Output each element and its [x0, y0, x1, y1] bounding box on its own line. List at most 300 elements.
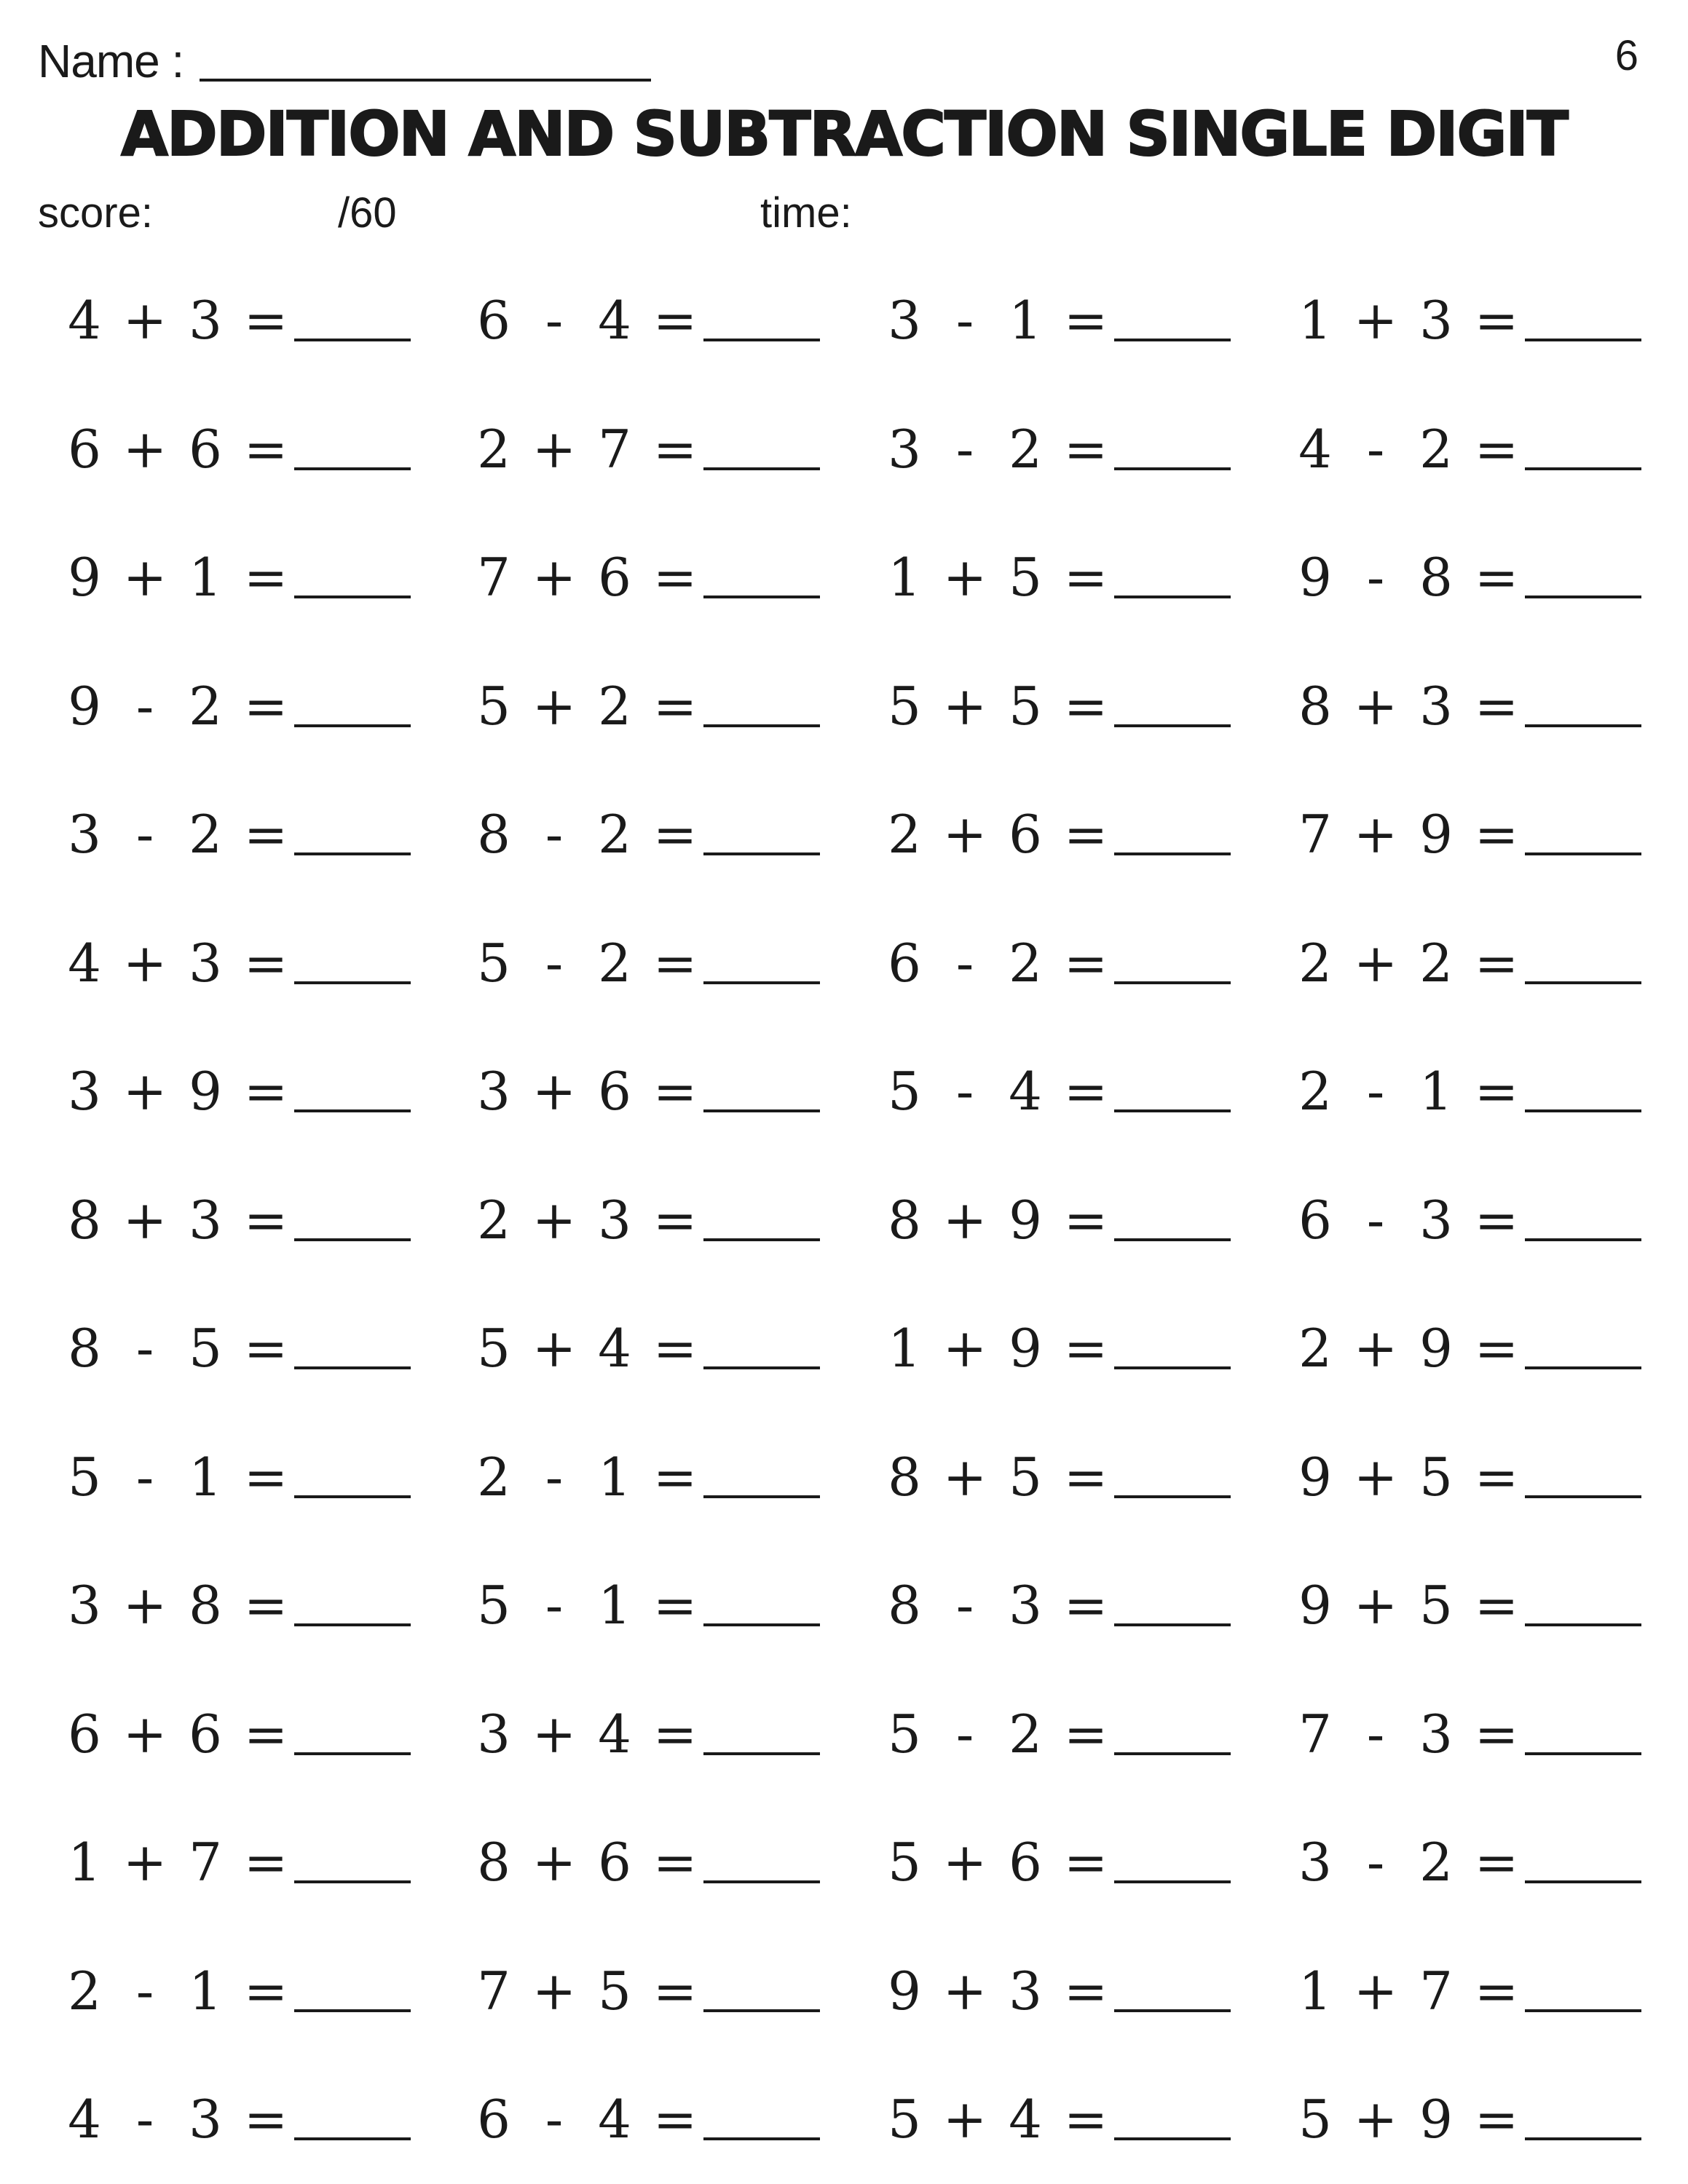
first-operand: 3 [888, 419, 921, 480]
problem-item [884, 1819, 1231, 1906]
answer-blank[interactable] [1114, 1238, 1231, 1241]
operator: + [942, 2089, 987, 2150]
problem-item [64, 1433, 411, 1521]
score-label: score: [38, 189, 153, 237]
problem-item [473, 1305, 820, 1392]
answer-blank[interactable] [294, 2009, 411, 2012]
operator: - [1366, 1832, 1385, 1893]
answer-blank[interactable] [1525, 596, 1641, 598]
answer-blank[interactable] [1525, 981, 1641, 984]
operator: + [1353, 2089, 1398, 2150]
operator: - [135, 2089, 154, 2150]
equals-sign: = [1474, 804, 1519, 865]
problem-item [1295, 2076, 1641, 2163]
answer-blank[interactable] [294, 467, 411, 470]
equals-sign: = [652, 2089, 698, 2150]
second-operand: 3 [1419, 1704, 1453, 1765]
problem-item [1295, 1176, 1641, 1264]
equals-sign: = [1474, 1190, 1519, 1251]
operator: - [955, 1061, 974, 1122]
answer-blank[interactable] [294, 339, 411, 341]
answer-blank[interactable] [1525, 724, 1641, 727]
first-operand: 8 [68, 1318, 101, 1379]
answer-blank[interactable] [294, 2137, 411, 2140]
answer-blank[interactable] [703, 1623, 820, 1626]
second-operand: 6 [598, 1061, 631, 1122]
operator: + [1353, 676, 1398, 737]
answer-blank[interactable] [703, 339, 820, 341]
answer-blank[interactable] [1114, 1880, 1231, 1883]
equals-sign: = [1063, 1961, 1108, 2022]
operator: + [942, 1190, 987, 1251]
operator: + [942, 1447, 987, 1508]
equals-sign: = [243, 290, 288, 351]
answer-blank[interactable] [1114, 2137, 1231, 2140]
equals-sign: = [243, 676, 288, 737]
first-operand: 7 [477, 1961, 510, 2022]
equals-sign: = [243, 2089, 288, 2150]
first-operand: 2 [477, 1190, 510, 1251]
answer-blank[interactable] [1525, 339, 1641, 341]
equals-sign: = [652, 1061, 698, 1122]
operator: + [122, 419, 167, 480]
problem-item [884, 791, 1231, 878]
answer-blank[interactable] [1114, 339, 1231, 341]
problem-item [64, 1176, 411, 1264]
problem-item [884, 662, 1231, 750]
equals-sign: = [243, 1704, 288, 1765]
first-operand: 7 [1298, 1704, 1332, 1765]
equals-sign: = [1063, 419, 1108, 480]
problem-item [64, 277, 411, 364]
first-operand: 2 [68, 1961, 101, 2022]
operator: - [955, 290, 974, 351]
second-operand: 1 [189, 1961, 222, 2022]
equals-sign: = [1474, 933, 1519, 994]
equals-sign: = [243, 804, 288, 865]
first-operand: 1 [68, 1832, 101, 1893]
second-operand: 6 [189, 1704, 222, 1765]
operator: + [1353, 1318, 1398, 1379]
answer-blank[interactable] [294, 1880, 411, 1883]
answer-blank[interactable] [1114, 1752, 1231, 1755]
first-operand: 4 [68, 290, 101, 351]
problem-item [473, 277, 820, 364]
problem-item [884, 1433, 1231, 1521]
answer-blank[interactable] [294, 1366, 411, 1369]
second-operand: 4 [598, 1704, 631, 1765]
equals-sign: = [1063, 1575, 1108, 1636]
answer-blank[interactable] [1525, 1366, 1641, 1369]
second-operand: 2 [1009, 419, 1042, 480]
problem-item [884, 1305, 1231, 1392]
second-operand: 3 [189, 1190, 222, 1251]
equals-sign: = [243, 547, 288, 608]
operator: + [942, 676, 987, 737]
operator: + [532, 1318, 577, 1379]
equals-sign: = [243, 933, 288, 994]
operator: + [122, 1190, 167, 1251]
equals-sign: = [1063, 1318, 1108, 1379]
second-operand: 6 [1009, 804, 1042, 865]
operator: - [545, 1575, 564, 1636]
answer-blank[interactable] [1114, 1623, 1231, 1626]
equals-sign: = [243, 1575, 288, 1636]
problem-item [64, 1690, 411, 1778]
second-operand: 2 [1009, 1704, 1042, 1765]
first-operand: 9 [68, 547, 101, 608]
equals-sign: = [1063, 1704, 1108, 1765]
second-operand: 2 [1419, 1832, 1453, 1893]
problem-item [884, 534, 1231, 621]
second-operand: 7 [189, 1832, 222, 1893]
problem-item [473, 1176, 820, 1264]
problem-item [473, 534, 820, 621]
second-operand: 4 [598, 290, 631, 351]
problem-item [884, 1176, 1231, 1264]
second-operand: 4 [598, 2089, 631, 2150]
problem-item [64, 2076, 411, 2163]
first-operand: 6 [68, 1704, 101, 1765]
first-operand: 5 [888, 676, 921, 737]
first-operand: 5 [477, 1575, 510, 1636]
equals-sign: = [652, 290, 698, 351]
answer-blank[interactable] [1114, 1366, 1231, 1369]
name-input-line[interactable] [200, 79, 651, 82]
answer-blank[interactable] [294, 852, 411, 855]
second-operand: 3 [189, 290, 222, 351]
problem-item [1295, 1562, 1641, 1649]
second-operand: 6 [1009, 1832, 1042, 1893]
second-operand: 3 [189, 933, 222, 994]
problem-item [64, 534, 411, 621]
equals-sign: = [652, 933, 698, 994]
page-number: 6 [1614, 32, 1638, 79]
first-operand: 5 [888, 1704, 921, 1765]
equals-sign: = [1063, 1061, 1108, 1122]
equals-sign: = [652, 676, 698, 737]
problem-item [64, 1562, 411, 1649]
equals-sign: = [1474, 1575, 1519, 1636]
operator: - [1366, 1704, 1385, 1765]
answer-blank[interactable] [294, 1109, 411, 1112]
first-operand: 4 [1298, 419, 1332, 480]
equals-sign: = [1474, 547, 1519, 608]
answer-blank[interactable] [703, 1366, 820, 1369]
problem-item [473, 662, 820, 750]
first-operand: 5 [477, 676, 510, 737]
problem-item [64, 662, 411, 750]
answer-blank[interactable] [703, 1880, 820, 1883]
problem-item [64, 1305, 411, 1392]
second-operand: 2 [189, 804, 222, 865]
answer-blank[interactable] [1114, 724, 1231, 727]
equals-sign: = [1063, 933, 1108, 994]
answer-blank[interactable] [294, 1495, 411, 1498]
answer-blank[interactable] [294, 1623, 411, 1626]
answer-blank[interactable] [1114, 981, 1231, 984]
operator: + [1353, 1575, 1398, 1636]
first-operand: 3 [1298, 1832, 1332, 1893]
equals-sign: = [1063, 2089, 1108, 2150]
problem-item [64, 919, 411, 1007]
second-operand: 4 [1009, 2089, 1042, 2150]
problem-item [64, 1048, 411, 1135]
first-operand: 9 [1298, 1447, 1332, 1508]
answer-blank[interactable] [703, 1495, 820, 1498]
second-operand: 3 [1419, 290, 1453, 351]
first-operand: 2 [1298, 1318, 1332, 1379]
equals-sign: = [1474, 2089, 1519, 2150]
time-label: time: [760, 189, 852, 237]
equals-sign: = [1474, 1704, 1519, 1765]
answer-blank[interactable] [1114, 1495, 1231, 1498]
answer-blank[interactable] [1525, 852, 1641, 855]
problem-item [64, 405, 411, 493]
first-operand: 8 [1298, 676, 1332, 737]
answer-blank[interactable] [703, 981, 820, 984]
operator: - [135, 1318, 154, 1379]
answer-blank[interactable] [1525, 1495, 1641, 1498]
problem-item [884, 2076, 1231, 2163]
second-operand: 5 [189, 1318, 222, 1379]
second-operand: 1 [598, 1447, 631, 1508]
operator: + [532, 1704, 577, 1765]
operator: + [122, 1061, 167, 1122]
equals-sign: = [243, 1447, 288, 1508]
first-operand: 5 [1298, 2089, 1332, 2150]
first-operand: 9 [68, 676, 101, 737]
problem-item [1295, 1947, 1641, 2035]
problem-item [884, 1048, 1231, 1135]
equals-sign: = [1474, 290, 1519, 351]
second-operand: 7 [598, 419, 631, 480]
equals-sign: = [652, 547, 698, 608]
answer-blank[interactable] [1525, 467, 1641, 470]
answer-blank[interactable] [703, 724, 820, 727]
first-operand: 9 [1298, 1575, 1332, 1636]
first-operand: 5 [888, 1061, 921, 1122]
problem-item [473, 919, 820, 1007]
name-label: Name : [38, 35, 184, 87]
equals-sign: = [1474, 676, 1519, 737]
answer-blank[interactable] [294, 1238, 411, 1241]
operator: + [1353, 1447, 1398, 1508]
equals-sign: = [652, 1190, 698, 1251]
second-operand: 1 [189, 547, 222, 608]
operator: - [955, 933, 974, 994]
answer-blank[interactable] [703, 467, 820, 470]
problem-item [64, 1947, 411, 2035]
operator: + [532, 547, 577, 608]
second-operand: 4 [598, 1318, 631, 1379]
problem-item [884, 919, 1231, 1007]
operator: + [942, 1318, 987, 1379]
equals-sign: = [1474, 1318, 1519, 1379]
second-operand: 9 [1419, 804, 1453, 865]
second-operand: 2 [1419, 933, 1453, 994]
second-operand: 9 [1419, 1318, 1453, 1379]
score-total: /60 [338, 189, 397, 237]
first-operand: 8 [68, 1190, 101, 1251]
first-operand: 3 [68, 804, 101, 865]
second-operand: 3 [1419, 1190, 1453, 1251]
first-operand: 6 [68, 419, 101, 480]
first-operand: 5 [888, 1832, 921, 1893]
equals-sign: = [652, 804, 698, 865]
second-operand: 1 [1419, 1061, 1453, 1122]
second-operand: 2 [598, 676, 631, 737]
operator: + [942, 1961, 987, 2022]
problem-item [473, 1562, 820, 1649]
first-operand: 5 [888, 2089, 921, 2150]
problem-item [473, 1433, 820, 1521]
equals-sign: = [1063, 290, 1108, 351]
first-operand: 9 [1298, 547, 1332, 608]
first-operand: 8 [477, 1832, 510, 1893]
equals-sign: = [243, 1318, 288, 1379]
problem-item [1295, 1690, 1641, 1778]
answer-blank[interactable] [703, 852, 820, 855]
first-operand: 2 [1298, 1061, 1332, 1122]
equals-sign: = [1063, 1832, 1108, 1893]
operator: + [942, 547, 987, 608]
answer-blank[interactable] [294, 596, 411, 598]
problem-item [884, 1562, 1231, 1649]
problem-item [1295, 1819, 1641, 1906]
answer-blank[interactable] [294, 724, 411, 727]
second-operand: 3 [1419, 676, 1453, 737]
operator: - [135, 676, 154, 737]
equals-sign: = [1474, 419, 1519, 480]
operator: - [1366, 419, 1385, 480]
second-operand: 4 [1009, 1061, 1042, 1122]
second-operand: 1 [1009, 290, 1042, 351]
operator: + [942, 1832, 987, 1893]
second-operand: 9 [1419, 2089, 1453, 2150]
second-operand: 5 [1419, 1447, 1453, 1508]
problem-item [884, 1690, 1231, 1778]
operator: + [1353, 804, 1398, 865]
operator: + [122, 1704, 167, 1765]
second-operand: 6 [598, 1832, 631, 1893]
answer-blank[interactable] [1525, 1109, 1641, 1112]
answer-blank[interactable] [1114, 1109, 1231, 1112]
operator: - [1366, 1061, 1385, 1122]
first-operand: 2 [1298, 933, 1332, 994]
first-operand: 7 [477, 547, 510, 608]
first-operand: 1 [888, 1318, 921, 1379]
equals-sign: = [652, 1447, 698, 1508]
problem-item [473, 1690, 820, 1778]
problem-item [884, 277, 1231, 364]
problem-item [1295, 405, 1641, 493]
answer-blank[interactable] [703, 2137, 820, 2140]
operator: + [532, 1832, 577, 1893]
second-operand: 3 [1009, 1961, 1042, 2022]
first-operand: 6 [1298, 1190, 1332, 1251]
problem-item [884, 405, 1231, 493]
answer-blank[interactable] [1114, 2009, 1231, 2012]
first-operand: 8 [477, 804, 510, 865]
answer-blank[interactable] [703, 1109, 820, 1112]
answer-blank[interactable] [1525, 1238, 1641, 1241]
second-operand: 8 [1419, 547, 1453, 608]
second-operand: 2 [1009, 933, 1042, 994]
equals-sign: = [243, 1961, 288, 2022]
problem-item [64, 791, 411, 878]
equals-sign: = [243, 1832, 288, 1893]
operator: + [942, 804, 987, 865]
operator: - [545, 2089, 564, 2150]
answer-blank[interactable] [1525, 1880, 1641, 1883]
problem-item [1295, 662, 1641, 750]
operator: - [1366, 1190, 1385, 1251]
answer-blank[interactable] [703, 596, 820, 598]
answer-blank[interactable] [1114, 467, 1231, 470]
problem-item [64, 1819, 411, 1906]
problem-item [1295, 791, 1641, 878]
second-operand: 7 [1419, 1961, 1453, 2022]
first-operand: 4 [68, 933, 101, 994]
answer-blank[interactable] [1525, 1752, 1641, 1755]
first-operand: 8 [888, 1575, 921, 1636]
first-operand: 3 [68, 1061, 101, 1122]
first-operand: 5 [477, 1318, 510, 1379]
second-operand: 6 [189, 419, 222, 480]
operator: + [1353, 290, 1398, 351]
first-operand: 5 [477, 933, 510, 994]
equals-sign: = [1063, 1447, 1108, 1508]
problem-item [1295, 1433, 1641, 1521]
answer-blank[interactable] [294, 1752, 411, 1755]
first-operand: 3 [888, 290, 921, 351]
second-operand: 9 [1009, 1190, 1042, 1251]
operator: + [532, 1961, 577, 2022]
equals-sign: = [652, 1832, 698, 1893]
answer-blank[interactable] [1525, 2009, 1641, 2012]
answer-blank[interactable] [1114, 852, 1231, 855]
equals-sign: = [1474, 1447, 1519, 1508]
answer-blank[interactable] [703, 1238, 820, 1241]
first-operand: 1 [1298, 290, 1332, 351]
operator: + [122, 1575, 167, 1636]
answer-blank[interactable] [703, 2009, 820, 2012]
problem-item [1295, 534, 1641, 621]
problem-item [884, 1947, 1231, 2035]
equals-sign: = [1063, 1190, 1108, 1251]
answer-blank[interactable] [1525, 1623, 1641, 1626]
operator: - [955, 1575, 974, 1636]
first-operand: 6 [888, 933, 921, 994]
first-operand: 2 [477, 1447, 510, 1508]
answer-blank[interactable] [1525, 2137, 1641, 2140]
second-operand: 6 [598, 547, 631, 608]
answer-blank[interactable] [294, 981, 411, 984]
second-operand: 5 [1419, 1575, 1453, 1636]
answer-blank[interactable] [1114, 596, 1231, 598]
problem-item [473, 1048, 820, 1135]
operator: - [1366, 547, 1385, 608]
equals-sign: = [652, 1961, 698, 2022]
equals-sign: = [243, 1061, 288, 1122]
equals-sign: = [652, 1704, 698, 1765]
first-operand: 3 [477, 1704, 510, 1765]
equals-sign: = [652, 1318, 698, 1379]
problem-item [473, 405, 820, 493]
second-operand: 3 [1009, 1575, 1042, 1636]
answer-blank[interactable] [703, 1752, 820, 1755]
